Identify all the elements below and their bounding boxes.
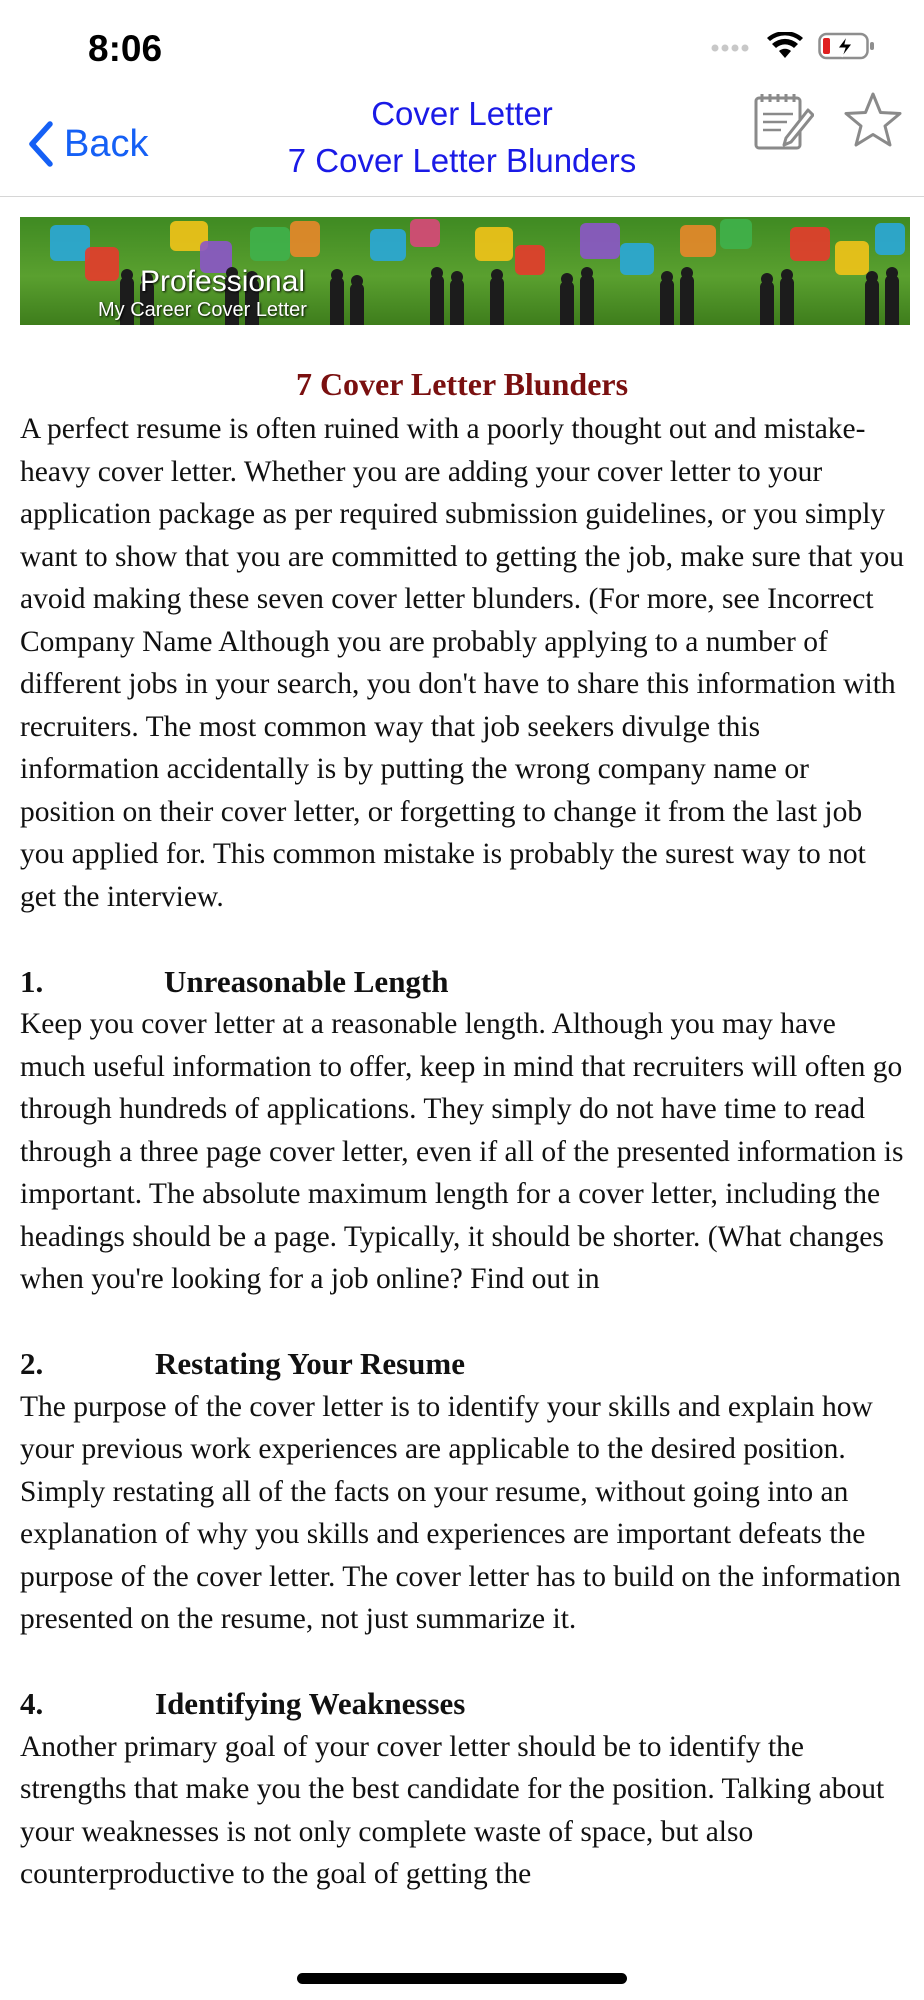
- status-bar: [0, 0, 924, 90]
- status-time: 8:06: [88, 28, 163, 69]
- nav-actions: [752, 90, 904, 152]
- nav-title-category: Cover Letter: [371, 95, 553, 132]
- nav-title: [200, 90, 724, 186]
- section-heading: [20, 961, 904, 1004]
- section-number: 2.: [20, 1346, 44, 1381]
- article-intro: A perfect resume is often ruined with a poorly thought out and mistake-heavy cover letter. Whether you are adding your cover letter to your application package as per required submission guidelines, or you simply want to show that you are committed to getting the job, make sure that you avoid making these seven cover letter blunders. (For more, see Incorrect Company Name Although you are probably applying to a number of different jobs in your search, you don't have to share this information with recruiters. The most common way that job seekers divulge this information accidentally is by putting the wrong company name or position on their cover letter, or forgetting to change it from the last job you applied for. This common mistake is probably the surest way to not get the interview.: [20, 413, 904, 913]
- back-button[interactable]: [26, 120, 148, 168]
- nav-title-article: 7 Cover Letter Blunders: [287, 142, 637, 179]
- back-label: Back: [64, 122, 149, 165]
- wifi-icon: [766, 32, 804, 60]
- section-body: Another primary goal of your cover letter should be to identify the strengths that make you the best candidate for the position. Talking about your weaknesses is not only complete waste of space, but also counterproductive to the goal of getting the: [20, 1730, 885, 1890]
- section-heading: [20, 1683, 904, 1726]
- navigation-bar: [0, 90, 924, 197]
- article-content: [20, 360, 904, 1896]
- status-icons: [710, 32, 876, 60]
- star-icon[interactable]: [842, 90, 904, 152]
- section-title: Unreasonable Length: [164, 963, 449, 999]
- notes-edit-icon[interactable]: [752, 90, 814, 152]
- home-indicator[interactable]: [297, 1973, 627, 1984]
- section-number: 1.: [20, 963, 44, 999]
- section-body: Keep you cover letter at a reasonable length. Although you may have much useful information to offer, keep in mind that recruiters will often go through hundreds of applications. They simply do not have time to read through a three page cover letter, even if all of the presented information is important. The absolute maximum length for a cover letter, including the headings should be a page. Typically, it should be shorter. (What changes when you're looking for a job online? Find out in: [20, 1008, 904, 1295]
- section-body: The purpose of the cover letter is to identify your skills and explain how your previous work experiences are applicable to the desired position. Simply restating all of the facts on your resume, without going into an explanation of why you skills and experiences are important defeats the purpose of the cover letter. The cover letter has to build on the information presented on the resume, not just summarize it.: [20, 1390, 901, 1635]
- article-heading: 7 Cover Letter Blunders: [295, 366, 629, 402]
- banner-subtitle: My Career Cover Letter: [98, 299, 307, 321]
- cellular-signal-icon: [710, 39, 752, 53]
- section-number: 4.: [20, 1686, 44, 1721]
- banner-image: [20, 217, 910, 325]
- battery-charging-icon: [818, 32, 876, 60]
- section-title: Restating Your Resume: [155, 1346, 465, 1381]
- banner-title: Professional: [140, 265, 306, 298]
- section-title: Identifying Weaknesses: [155, 1686, 466, 1721]
- section-heading: [20, 1343, 904, 1386]
- chevron-left-icon: [26, 120, 56, 168]
